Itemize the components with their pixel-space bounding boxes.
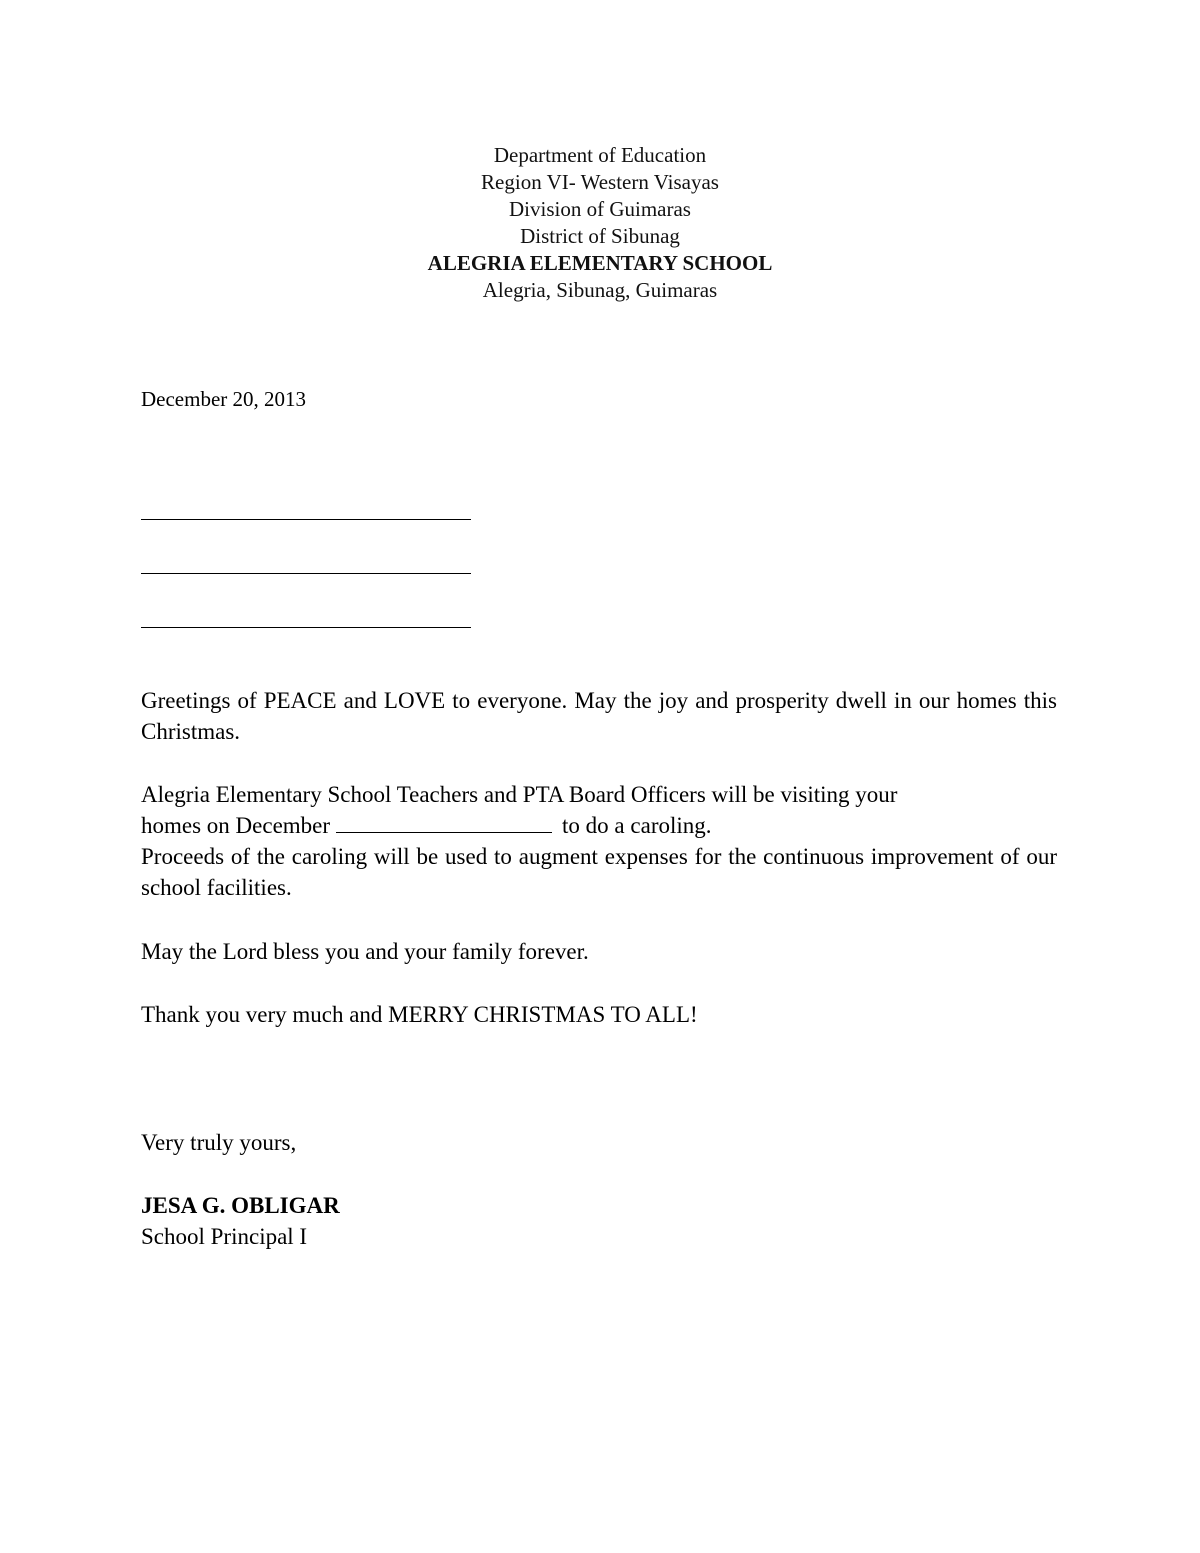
recipient-blank-line-3 [141,627,471,628]
visit-paragraph-line-2 [141,810,1057,841]
signer-name: JESA G. OBLIGAR [141,1193,340,1218]
letterhead-region: Region VI- Western Visayas [481,170,719,194]
signer-title: School Principal I [141,1224,308,1249]
letterhead-school-name: ALEGRIA ELEMENTARY SCHOOL [427,251,773,275]
letterhead [0,142,1200,304]
letterhead-address: Alegria, Sibunag, Guimaras [482,278,718,302]
greeting-paragraph: Greetings of PEACE and LOVE to everyone. May the joy and prosperity dwell in our homes this Christmas. [141,688,1057,744]
letterhead-department: Department of Education [493,143,707,167]
visit-purpose-text: to do a caroling. [562,813,712,838]
letterhead-division: Division of Guimaras [509,197,691,221]
thanks-paragraph: Thank you very much and MERRY CHRISTMAS TO ALL! [141,1002,698,1027]
proceeds-text: Proceeds of the caroling will be used to augment expenses for the continuous improvement of our school facilities. [141,844,1057,900]
visit-date-blank [336,812,552,833]
visit-paragraph-line-1-text: Alegria Elementary School Teachers and PTA Board Officers will be visiting your [141,782,898,807]
closing-salutation: Very truly yours, [141,1130,297,1155]
letter-date: December 20, 2013 [141,387,307,411]
visit-date-label: homes on December [141,813,331,838]
visit-paragraph [141,779,1057,903]
letterhead-district: District of Sibunag [520,224,680,248]
recipient-blank-line-1 [141,519,471,520]
recipient-blank-line-2 [141,573,471,574]
blessing-paragraph: May the Lord bless you and your family forever. [141,939,589,964]
visit-paragraph-line-1 [141,779,1057,810]
